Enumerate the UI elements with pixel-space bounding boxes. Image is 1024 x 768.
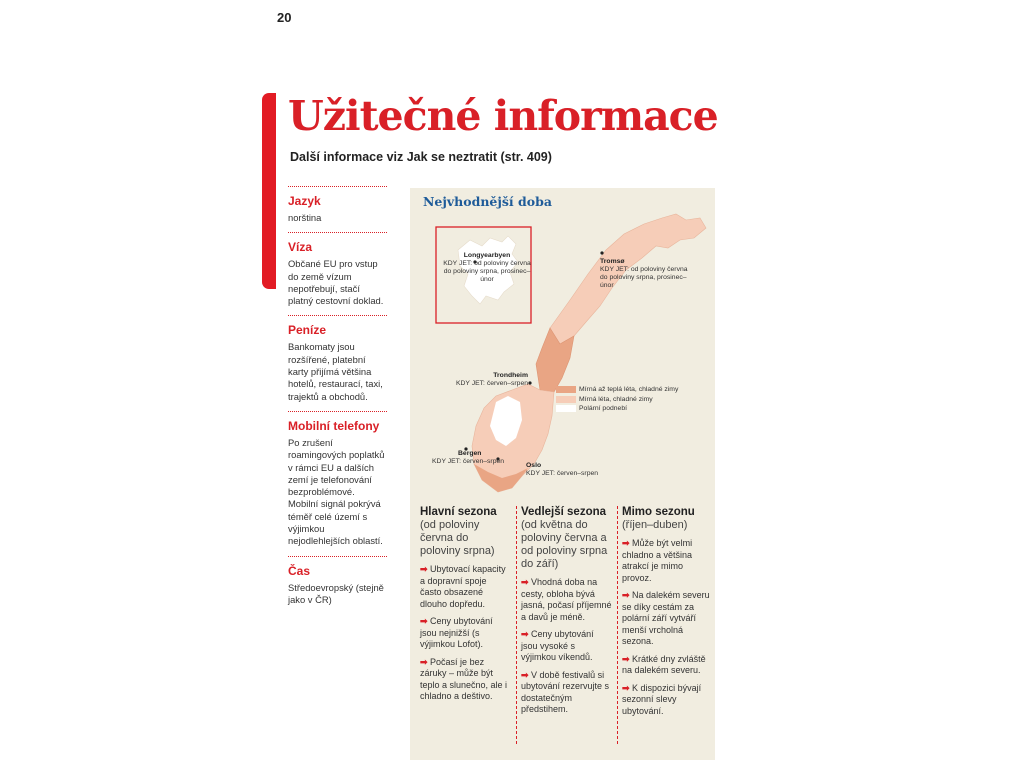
legend-swatch [556,405,576,412]
legend-swatch [556,396,576,403]
legend-item: Mírná až teplá léta, chladné zimy [556,385,678,395]
season-bullet: ➡ Krátké dny zvláště na dalekém severu. [622,653,706,675]
sidebar-section-visa [288,232,387,307]
dot-trondheim [528,381,531,384]
label-tromso: Tromsø KDY JET: od poloviny června do poloviny srpna, prosinec–únor [600,258,688,289]
legend-item: Mírná léta, chladné zimy [556,395,678,405]
sidebar-text: Bankomaty jsou rozšířené, platební karty přijímá většina hotelů, restaurací, taxi, trajektů a obchodů. [288,341,383,402]
arrow-right-icon: ➡ [521,629,532,639]
label-oslo: Oslo KDY JET: červen–srpen [526,462,599,477]
label-longyearbyen: Longyearbyen KDY JET: od poloviny června do poloviny srpna, prosinec–únor [443,252,531,283]
legend-item: Polární podnebí [556,404,678,414]
season-low: Mimo sezonu (říjen–duben) ➡ Může být velmi chladno a většina atrakcí je mimo provoz. ➡ Na dalekém severu se díky cestám za polární září vytváří menší vrcholná sezona. ➡ Krátké dny zvláště na dalekém severu. ➡ K dispozici bývají sezonní slevy ubytování. [617,506,712,744]
sidebar-heading: Mobilní telefony [288,418,380,433]
sidebar-heading: Čas [288,563,311,578]
season-shoulder: Vedlejší sezona (od května do poloviny června a od poloviny srpna do září) ➡ Vhodná doba na cesty, obloha bývá jasná, počasí příjemné a davů je méně. ➡ Ceny ubytování jsou vysoké s výjimkou víkendů. ➡ V době festivalů si ubytování rezervujte s dostatečným předstihem. [516,506,612,744]
arrow-right-icon: ➡ [420,564,431,574]
label-bergen: Bergen KDY JET: červen–srpen [432,450,505,465]
best-time-panel [410,188,715,760]
arrow-right-icon: ➡ [420,656,431,667]
sidebar-text: Středoevropský (stejně jako v ČR) [288,581,384,605]
panel-title: Nejvhodnější doba [423,194,552,209]
arrow-right-icon: ➡ [521,577,532,587]
season-bullet: ➡ Může být velmi chladno a většina atrakcí je mimo provoz. [622,538,693,583]
sidebar-section-money [288,315,387,402]
sidebar-text: norština [288,212,322,223]
season-bullet: ➡ Počasí je bez záruky – může být teplo a slunečno, ale i chladno a deštivo. [420,656,508,701]
season-bullet: ➡ K dispozici bývají sezonní slevy ubytování. [622,682,702,716]
arrow-right-icon: ➡ [622,653,633,664]
sidebar-text: Po zrušení roamingových poplatků v rámci EU a dalších zemí je telefonování bezproblémové. Mobilní signál pokrývá téměř celé území s výjimkou nejodlehlejších oblastí. [288,436,385,547]
arrow-right-icon: ➡ [622,682,633,693]
page-subtitle: Další informace viz Jak se neztratit (str. 409) [290,150,552,164]
season-bullet: ➡ Ceny ubytování jsou nejnižší (s výjimkou Lofot). [420,616,493,649]
map-legend [556,385,678,414]
arrow-right-icon: ➡ [622,590,633,600]
sidebar-text: Občané EU pro vstup do země vízum nepotřebují, stačí platný cestovní doklad. [288,258,384,307]
season-bullet: ➡ V době festivalů si ubytování rezervujte s dostatečným předstihem. [521,669,610,714]
sidebar-heading: Víza [288,240,313,255]
season-bullet: ➡ Ceny ubytování jsou vysoké s výjimkou víkendů. [521,629,594,662]
season-bullet: ➡ Na dalekém severu se díky cestám za polární září vytváří menší vrcholná sezona. [622,590,710,646]
season-high: Hlavní sezona (od poloviny června do poloviny srpna) ➡ Ubytovací kapacity a dopravní spoje často obsazené dlouho dopředu. ➡ Ceny ubytování jsou nejnižší (s výjimkou Lofot). ➡ Počasí je bez záruky – může být teplo a slunečno, ale i chladno a deštivo. [420,506,508,701]
sidebar-section-language [288,186,387,224]
section-accent-bar [262,93,276,289]
page-title: Užitečné informace [288,92,718,140]
arrow-right-icon: ➡ [521,669,532,680]
page-number: 20 [277,10,292,25]
info-sidebar [288,186,387,614]
sidebar-heading: Jazyk [288,194,321,208]
legend-swatch [556,386,576,393]
arrow-right-icon: ➡ [420,616,431,626]
arrow-right-icon: ➡ [622,538,633,548]
season-bullet: ➡ Ubytovací kapacity a dopravní spoje často obsazené dlouho dopředu. [420,564,506,609]
label-trondheim: Trondheim KDY JET: červen–srpen [455,372,528,387]
sidebar-heading: Peníze [288,323,327,338]
sidebar-section-time [288,556,387,607]
season-bullet: ➡ Vhodná doba na cesty, obloha bývá jasná, počasí příjemné a davů je méně. [521,577,612,622]
dot-tromso [600,251,603,254]
sidebar-section-mobile [288,411,387,548]
